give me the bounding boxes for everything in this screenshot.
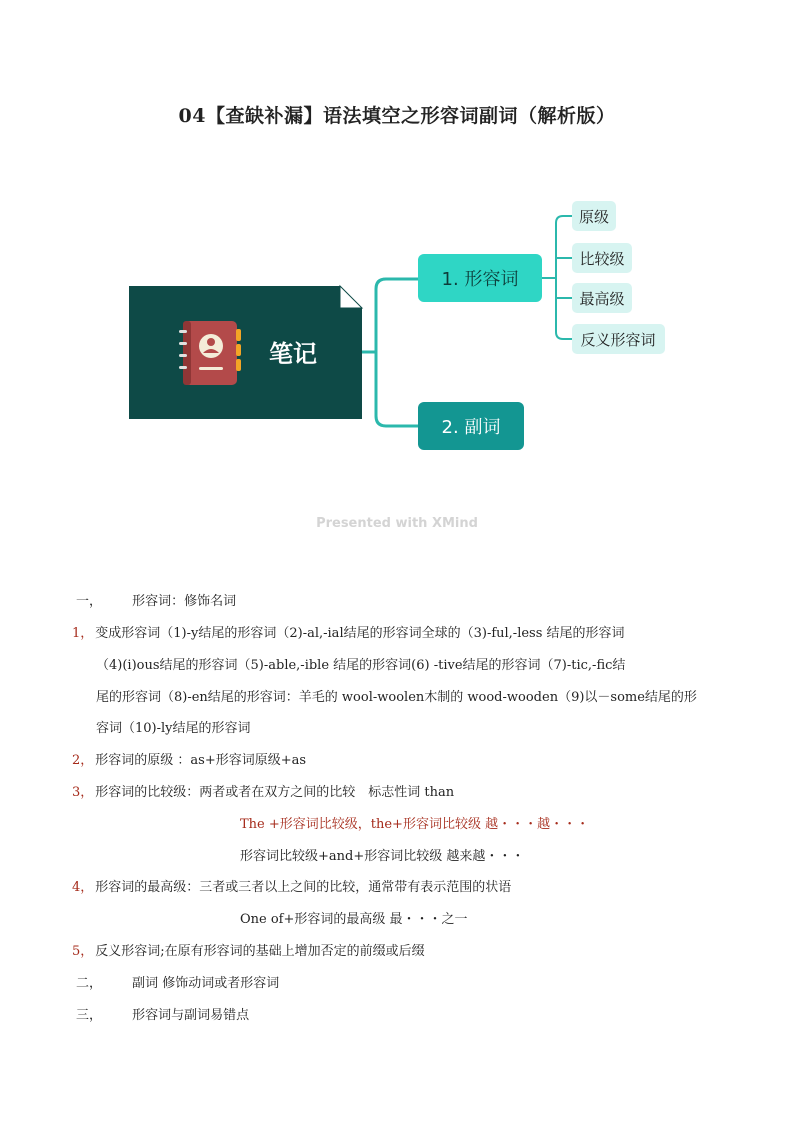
item-5 <box>72 940 425 959</box>
root-node <box>129 286 362 419</box>
section-2 <box>76 972 279 991</box>
item-4-text: 形容词的最高级：三者或三者以上之间的比较，通常带有表示范围的状语 <box>95 880 512 895</box>
root-node-label: 笔记 <box>269 340 317 368</box>
item-2-number: 2， <box>72 753 94 768</box>
leaf-antonym-label: 反义形容词 <box>580 331 656 349</box>
root-node-box <box>129 286 362 419</box>
connector-root-branch1 <box>362 279 418 352</box>
section-3-number: 三， <box>76 1008 103 1023</box>
section-1 <box>76 590 236 609</box>
item-3-sub-1: The +形容词比较级，the+形容词比较级 越・・・越・・・ <box>240 817 590 832</box>
branch1-connectors <box>542 216 572 339</box>
item-1-line-1 <box>72 622 625 641</box>
item-3-number: 3， <box>72 785 94 800</box>
item-3 <box>72 781 454 800</box>
leaf-comparative-label: 比较级 <box>579 250 625 268</box>
leaf-superlative-label: 最高级 <box>579 290 625 308</box>
section-2-number: 二， <box>76 976 103 991</box>
root-node-corner-fold <box>340 286 362 308</box>
branch-adverb <box>418 402 524 450</box>
item-3-text: 形容词的比较级：两者或者在双方之间的比较 标志性词 than <box>95 785 455 800</box>
leaf-superlative <box>572 283 632 313</box>
connector-root-branch2 <box>376 352 418 426</box>
leaf-positive-label: 原级 <box>578 208 610 226</box>
mindmap-diagram <box>0 170 794 470</box>
mindmap-connectors <box>362 279 418 426</box>
item-2 <box>72 749 306 768</box>
leaf-positive <box>572 201 616 231</box>
item-1-line-4: 容词（10)-ly结尾的形容词 <box>96 721 251 736</box>
section-2-text: 副词 修饰动词或者形容词 <box>132 976 280 991</box>
branch-adjective <box>418 254 542 302</box>
notebook-icon <box>179 321 241 385</box>
branch-adjective-label: 1. 形容词 <box>441 269 519 290</box>
item-1-number: 1， <box>72 626 94 641</box>
item-4-sub-1: One of+形容词的最高级 最・・・之一 <box>240 912 468 927</box>
item-1-text-1: 变成形容词（1)-y结尾的形容词（2)-al,-ial结尾的形容词全球的（3)-ful,-less 结尾的形容词 <box>95 626 625 641</box>
item-4 <box>72 876 511 895</box>
item-5-number: 5， <box>72 944 94 959</box>
item-1-line-3: 尾的形容词（8)-en结尾的形容词：羊毛的 wool-woolen木制的 wood-wooden（9)以－some结尾的形 <box>96 690 697 705</box>
page-title: 04【查缺补漏】语法填空之形容词副词（解析版） <box>178 105 616 127</box>
section-1-text: 形容词：修饰名词 <box>132 594 237 609</box>
branch-adverb-label: 2. 副词 <box>441 417 501 438</box>
item-1-line-2: （4)(i)ous结尾的形容词（5)-able,-ible 结尾的形容词(6) -tive结尾的形容词（7)-tic,-fic结 <box>96 658 626 673</box>
item-2-text: 形容词的原级 ：as+形容词原级+as <box>95 753 307 768</box>
item-3-sub-2: 形容词比较级+and+形容词比较级 越来越・・・ <box>240 849 525 864</box>
item-4-number: 4， <box>72 880 94 895</box>
section-3-text: 形容词与副词易错点 <box>132 1008 250 1023</box>
leaf-antonym <box>572 324 665 354</box>
leaf-comparative <box>572 243 632 273</box>
section-3 <box>76 1004 249 1023</box>
section-1-number: 一， <box>76 594 103 609</box>
item-5-text: 反义形容词;在原有形容词的基础上增加否定的前缀或后缀 <box>95 944 425 959</box>
xmind-watermark: Presented with XMind <box>316 516 478 531</box>
